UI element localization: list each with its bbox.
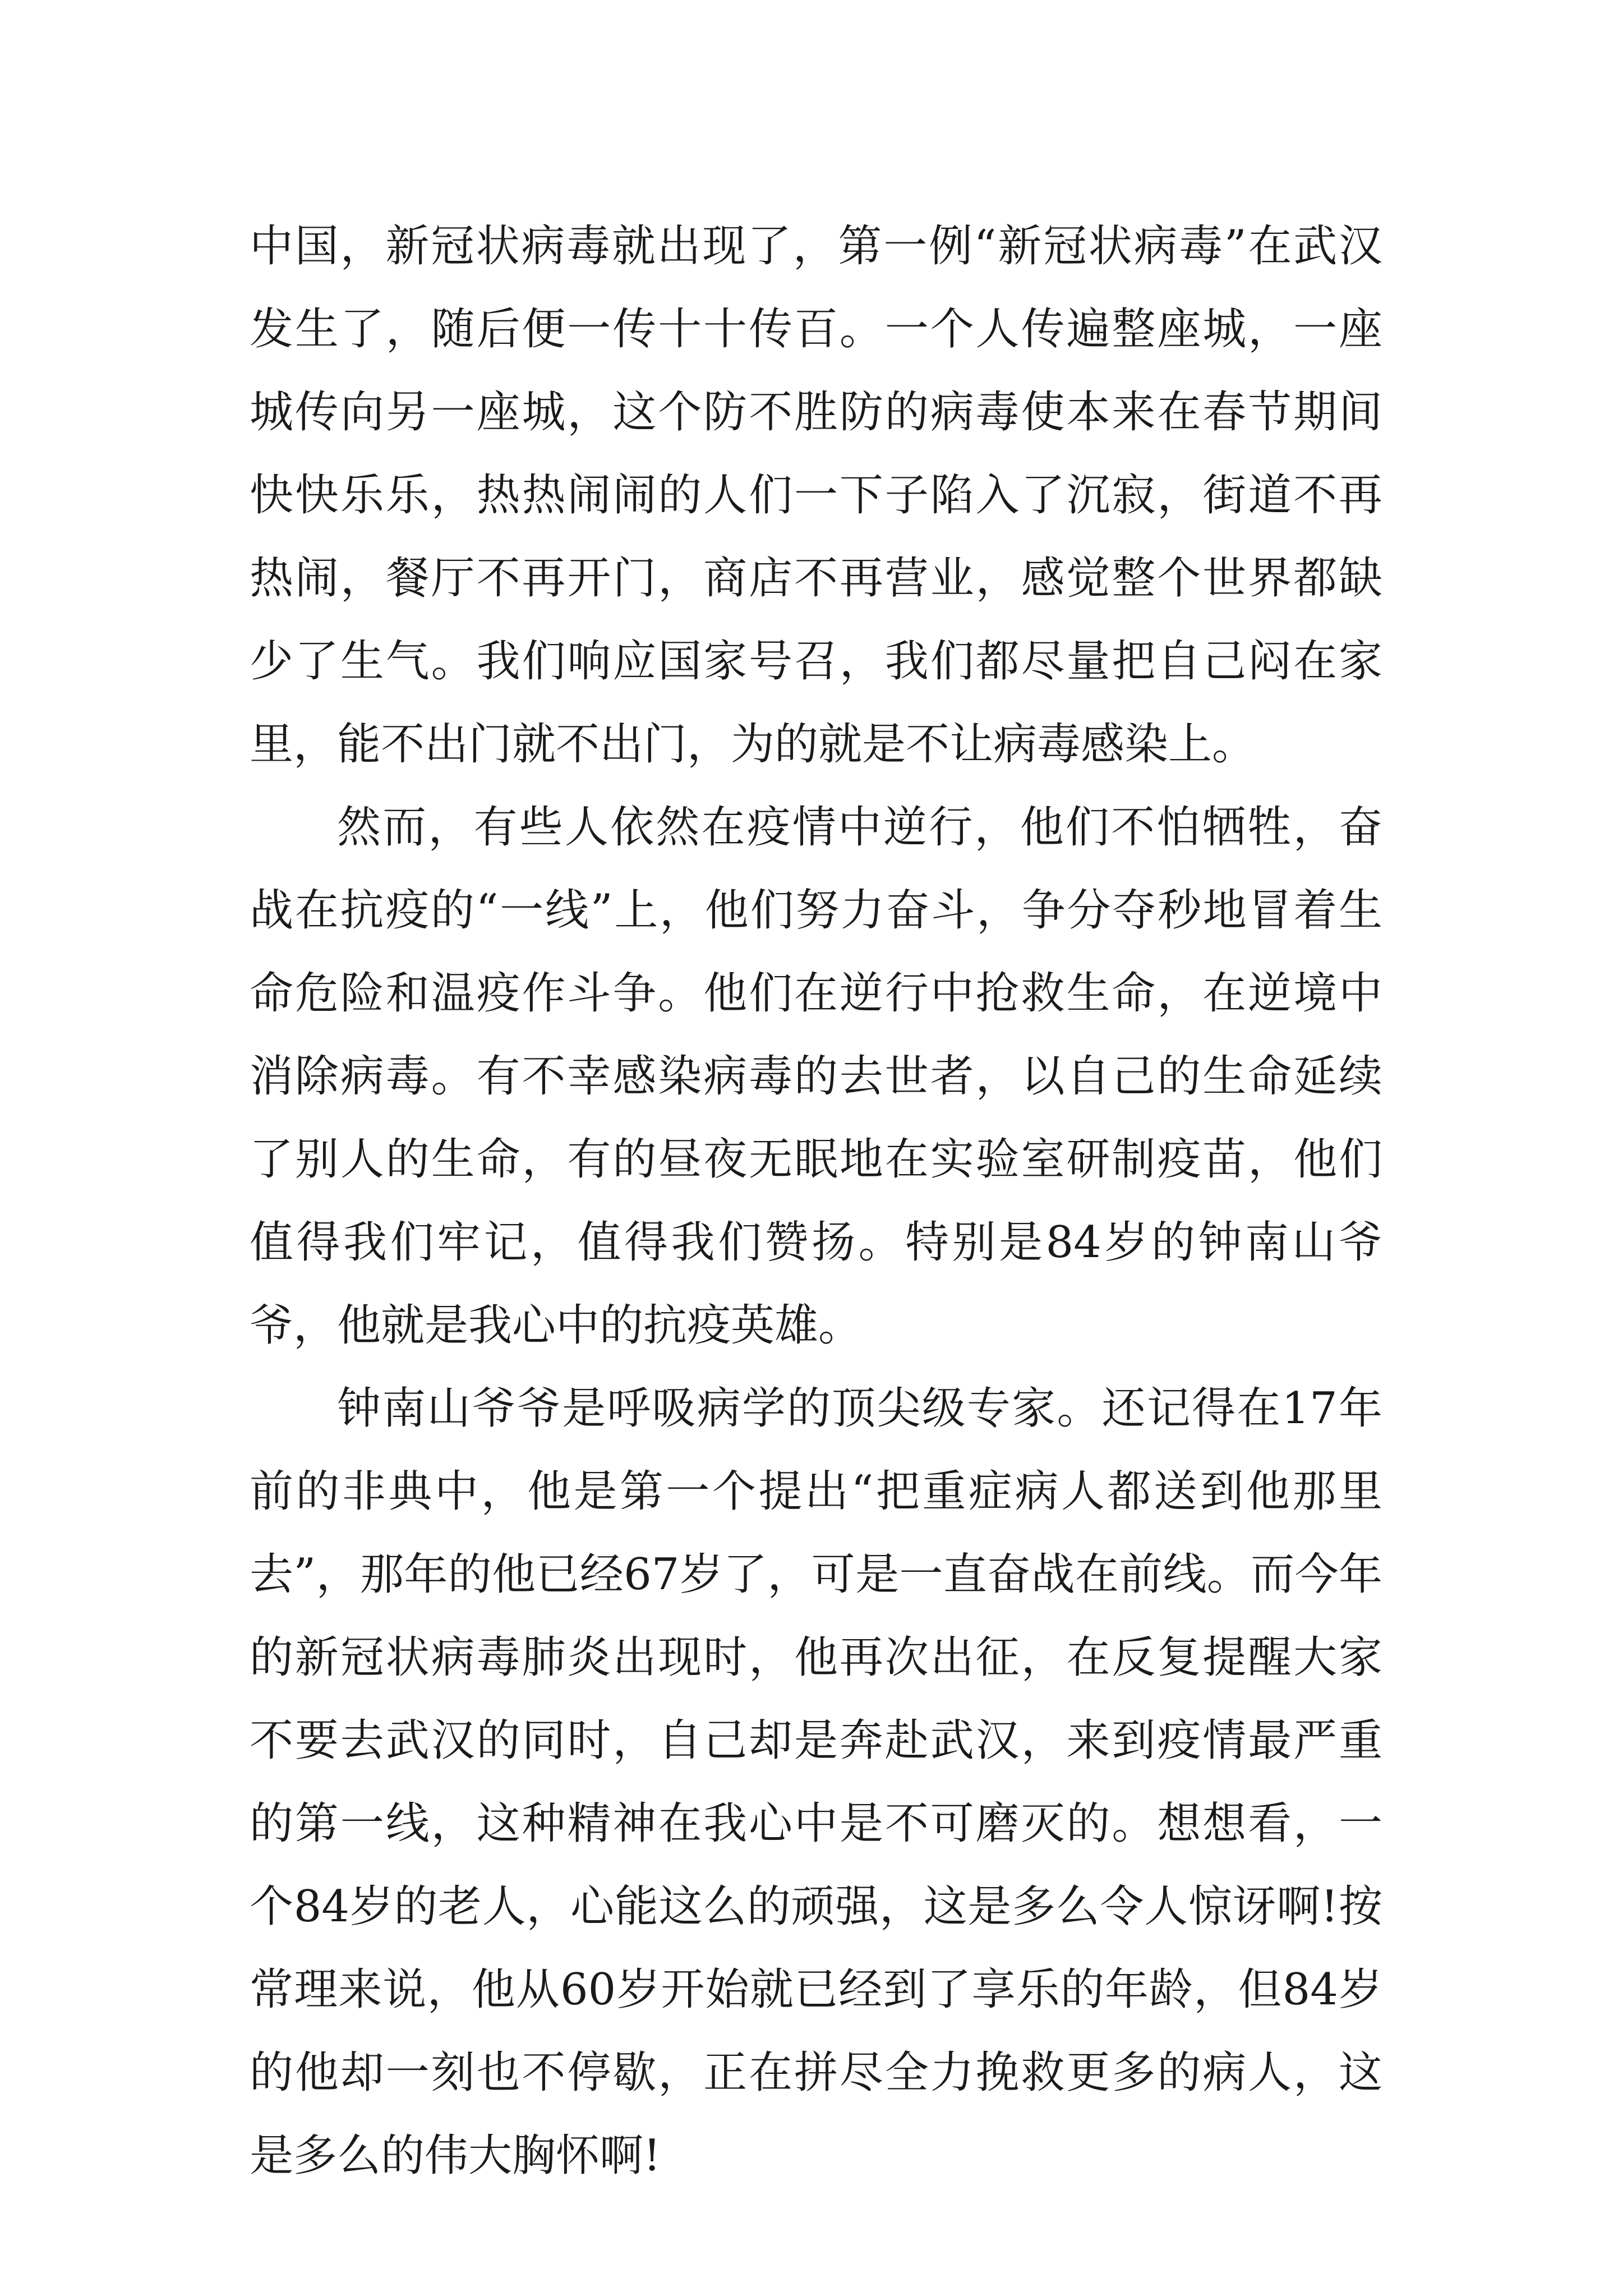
paragraph-1: 中国，新冠状病毒就出现了，第一例“新冠状病毒”在武汉发生了，随后便一传十十传百。一个人传遍整座城，一座城传向另一座城，这个防不胜防的病毒使本来在春节期间快快乐乐，热热闹闹的人们一下子陷入了沉寂，街道不再热闹，餐厅不再开门，商店不再营业，感觉整个世界都缺少了生气。我们响应国家号召，我们都尽量把自己闷在家里，能不出门就不出门，为的就是不让病毒感染上。: [250, 221, 1382, 770]
paragraph-2: 然而，有些人依然在疫情中逆行，他们不怕牺牲，奋战在抗疫的“一线”上，他们努力奋斗，争分夺秒地冒着生命危险和温疫作斗争。他们在逆行中抢救生命，在逆境中消除病毒。有不幸感染病毒的去世者，以自己的生命延续了别人的生命，有的昼夜无眠地在实验室研制疫苗，他们值得我们牢记，值得我们赞扬。特别是84岁的钟南山爷爷，他就是我心中的抗疫英雄。: [250, 802, 1382, 1351]
body-text: [250, 205, 1382, 2197]
paragraph-3: 钟南山爷爷是呼吸病学的顶尖级专家。还记得在17年前的非典中，他是第一个提出“把重症病人都送到他那里去”，那年的他已经67岁了，可是一直奋战在前线。而今年的新冠状病毒肺炎出现时，他再次出征，在反复提醒大家不要去武汉的同时，自己却是奔赴武汉，来到疫情最严重的第一线，这种精神在我心中是不可磨灭的。想想看，一个84岁的老人，心能这么的顽强，这是多么令人惊讶啊!按常理来说，他从60岁开始就已经到了享乐的年龄，但84岁的他却一刻也不停歇，正在拼尽全力挽救更多的病人，这是多么的伟大胸怀啊!: [250, 1383, 1382, 2181]
